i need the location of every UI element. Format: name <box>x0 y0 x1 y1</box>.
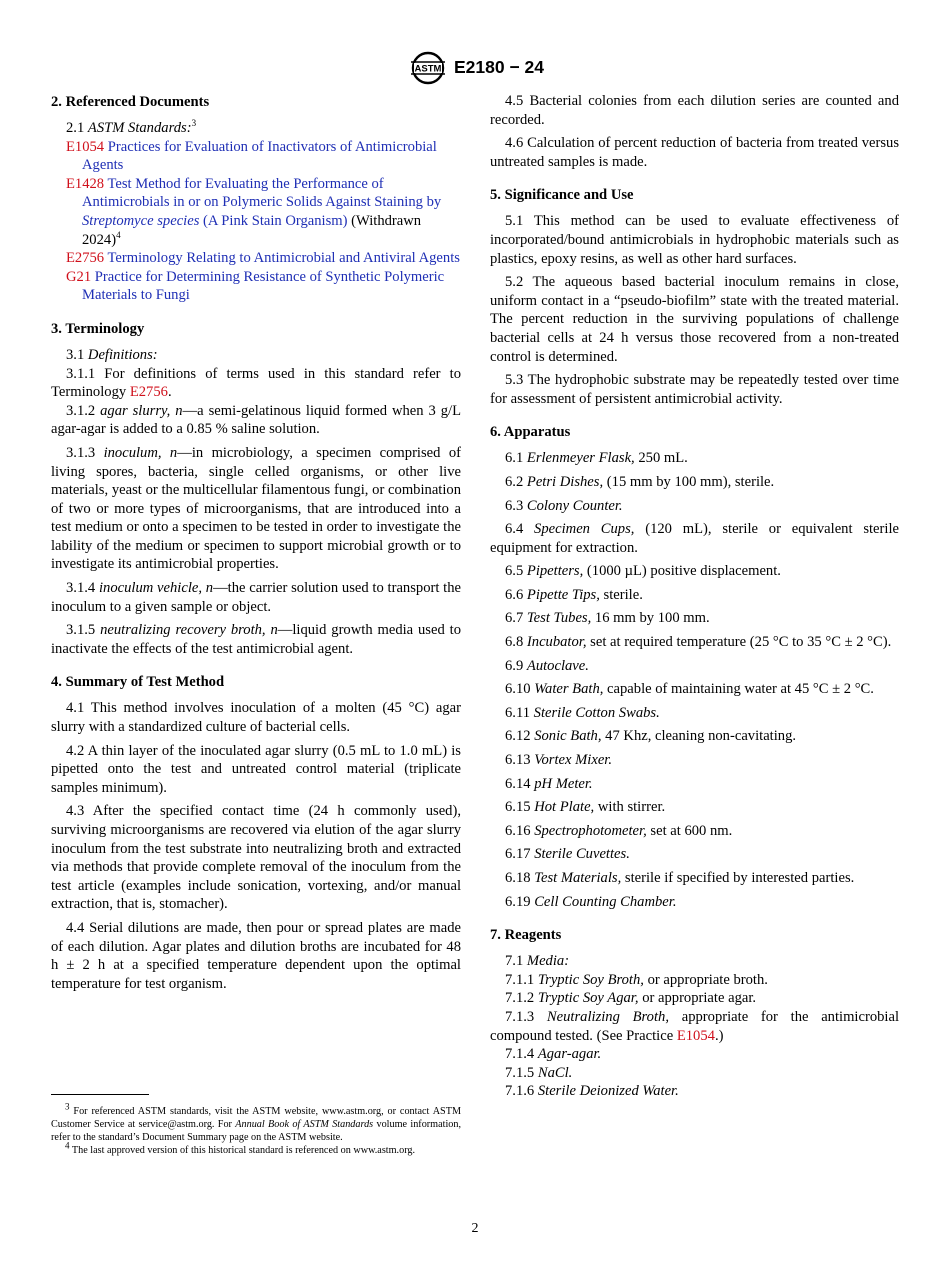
paragraph-7-1-2: 7.1.2 Tryptic Soy Agar, or appropriate agar. <box>505 990 757 1007</box>
section-heading: 3. Terminology <box>51 320 145 337</box>
apparatus-item: 6.7 Test Tubes, 16 mm by 100 mm. <box>505 610 710 627</box>
footnote-3: $^3$ For referenced ASTM standards, visit the ASTM website, www.astm.org, or contact ASTM Customer Service at service@astm.org. For Annual Book of ASTM Standards volume information, refer to the standard’s Document Summary page on the ASTM website. <box>51 1101 462 1143</box>
apparatus-item: 6.10 Water Bath, capable of maintaining water at 45 °C ± 2 °C. <box>505 681 874 698</box>
paragraph-4-1: 4.1 This method involves inoculation of a molten (45 °C) agar slurry with a standardized culture of bacterial cells. <box>51 700 462 736</box>
paragraph-7-1-3: 7.1.3 Neutralizing Broth, appropriate for the antimicrobial compound tested. (See Practice E1054.) <box>490 1008 899 1044</box>
apparatus-item: 6.8 Incubator, set at required temperature (25 °C to 35 °C ± 2 °C). <box>505 634 892 651</box>
apparatus-item: 6.1 Erlenmeyer Flask, 250 mL. <box>505 450 688 467</box>
paragraph-7-1-6: 7.1.6 Sterile Deionized Water. <box>505 1083 679 1100</box>
page-number: 2 <box>471 1221 479 1236</box>
section-apparatus <box>490 422 899 911</box>
apparatus-item: 6.19 Cell Counting Chamber. <box>505 893 677 910</box>
paragraph-3-1-2: 3.1.2 agar slurry, n—a semi-gelatinous liquid formed when 3 g/L agar-agar is added to a 0.85 % saline solution. <box>51 402 461 438</box>
paragraph-2-1: 2.1 ASTM Standards:$^3$ <box>66 118 197 136</box>
link-e2756[interactable]: E2756 <box>129 384 168 401</box>
page-header <box>0 50 950 90</box>
section-referenced-documents <box>51 92 461 305</box>
apparatus-item: 6.13 Vortex Mixer. <box>505 752 613 769</box>
footnote-4: $^4$ The last approved version of this historical standard is referenced on www.astm.org. <box>65 1140 416 1156</box>
footnotes <box>51 1101 462 1157</box>
apparatus-item: 6.12 Sonic Bath, 47 Khz, cleaning non-cavitating. <box>505 728 797 745</box>
paragraph-4-6: 4.6 Calculation of percent reduction of bacteria from treated versus untreated samples is made. <box>490 135 899 170</box>
link-e1054[interactable]: E1054 <box>676 1027 715 1044</box>
section-heading: 2. Referenced Documents <box>51 94 210 110</box>
section-heading: 4. Summary of Test Method <box>51 674 225 691</box>
apparatus-item: 6.16 Spectrophotometer, set at 600 nm. <box>505 822 733 839</box>
paragraph-3-1-1: 3.1.1 For definitions of terms used in this standard refer to Terminology E2756. <box>51 365 461 401</box>
apparatus-item: 6.4 Specimen Cups, (120 mL), sterile or equivalent sterile equipment for extraction. <box>490 521 899 556</box>
paragraph-7-1-4: 7.1.4 Agar-agar. <box>505 1046 602 1063</box>
section-significance-and-use <box>490 185 899 408</box>
paragraph-3-1: 3.1 Definitions: <box>66 346 158 363</box>
section-heading: 5. Significance and Use <box>490 187 634 204</box>
astm-logo-icon <box>408 50 448 86</box>
apparatus-item: 6.9 Autoclave. <box>505 657 589 674</box>
reference-e1054[interactable]: E1054 Practices for Evaluation of Inactivators of Antimicrobial Agents <box>66 138 437 174</box>
section-heading: 6. Apparatus <box>490 424 571 441</box>
reference-g21[interactable]: G21 Practice for Determining Resistance of Synthetic Polymeric Materials to Fungi <box>66 268 445 304</box>
section-summary-continued <box>490 92 899 171</box>
footnote-divider <box>51 1094 149 1095</box>
document-designation: E2180 − 24 <box>454 57 545 77</box>
paragraph-4-5: 4.5 Bacterial colonies from each dilution series are counted and recorded. <box>490 93 899 128</box>
paragraph-5-3: 5.3 The hydrophobic substrate may be repeatedly tested over time for assessment of persistent antimicrobial activity. <box>490 372 899 407</box>
section-reagents <box>490 925 899 1101</box>
apparatus-item: 6.15 Hot Plate, with stirrer. <box>505 799 666 816</box>
section-terminology <box>51 319 461 659</box>
paragraph-7-1-1: 7.1.1 Tryptic Soy Broth, or appropriate broth. <box>505 971 768 988</box>
apparatus-item: 6.6 Pipette Tips, sterile. <box>505 586 643 603</box>
apparatus-item: 6.14 pH Meter. <box>505 775 593 792</box>
right-column <box>490 92 899 1115</box>
apparatus-item: 6.5 Pipetters, (1000 µL) positive displacement. <box>505 563 781 580</box>
paragraph-3-1-5: 3.1.5 neutralizing recovery broth, n—liquid growth media used to inactivate the effects of the test antimicrobial agent. <box>51 622 461 657</box>
apparatus-item: 6.17 Sterile Cuvettes. <box>505 846 630 863</box>
apparatus-item: 6.11 Sterile Cotton Swabs. <box>505 704 660 721</box>
paragraph-5-2: 5.2 The aqueous based bacterial inoculum remains in close, uniform contact in a “pseudo-biofilm” state with the treated material. The percent reduction in the surviving populations of challenge bacterial cells at 24 h versus those recovered from a non-treated control is determined. <box>490 274 899 365</box>
reference-e1428[interactable]: E1428 Test Method for Evaluating the Performance of Antimicrobials in or on Polymeric Solids Against Staining by Streptomyce species (A Pink Stain Organism) (Withdrawn 2024)$^4$ <box>66 175 442 248</box>
paragraph-4-3: 4.3 After the specified contact time (24 h commonly used), surviving microorganisms are recovered via elution of the agar slurry inoculum from the test substrate into neutralizing broth and extracted via methods that provide complete removal of the inoculum from the test article (examples include sonication, vortexing, and/or manual extraction, that is, stomacher). <box>51 803 461 913</box>
apparatus-item: 6.3 Colony Counter. <box>505 497 623 514</box>
paragraph-7-1: 7.1 Media: <box>505 953 570 970</box>
paragraph-3-1-3: 3.1.3 inoculum, n—in microbiology, a specimen comprised of living spores, bacteria, single celled organisms, or other live materials, yeast or the multicellular filamentous fungi, or combination of two or more types of microorganisms, that are introduced into a test medium or onto a specimen to be tested in order to investigate the lability of the medium or specimen to support microbial growth or to investigate its antimicrobial properties. <box>51 444 461 573</box>
apparatus-item: 6.18 Test Materials, sterile if specified by interested parties. <box>505 870 855 886</box>
paragraph-3-1-4: 3.1.4 inoculum vehicle, n—the carrier solution used to transport the inoculum to a given sample or object. <box>51 580 462 615</box>
section-summary-of-test-method <box>51 672 461 993</box>
left-column <box>51 92 461 1007</box>
paragraph-4-2: 4.2 A thin layer of the inoculated agar slurry (0.5 mL to 1.0 mL) is pipetted onto the test and untreated control material (triplicate samples minimum). <box>51 742 461 796</box>
paragraph-4-4: 4.4 Serial dilutions are made, then pour or spread plates are made of each dilution. Agar plates and dilution broths are incubated for 48 h ± 2 h at a specified temperature dependent upon the optimal temperature for test organism. <box>51 919 461 992</box>
section-heading: 7. Reagents <box>490 927 562 944</box>
apparatus-item: 6.2 Petri Dishes, (15 mm by 100 mm), sterile. <box>505 473 775 490</box>
reference-e2756[interactable]: E2756 Terminology Relating to Antimicrobial and Antiviral Agents <box>66 250 460 267</box>
svg-text:ASTM: ASTM <box>414 63 442 75</box>
paragraph-7-1-5: 7.1.5 NaCl. <box>505 1064 573 1081</box>
paragraph-5-1: 5.1 This method can be used to evaluate effectiveness of incorporated/bound antimicrobials in hydrophobic materials such as plastics, epoxy resins, as well as other hard surfaces. <box>490 213 899 267</box>
